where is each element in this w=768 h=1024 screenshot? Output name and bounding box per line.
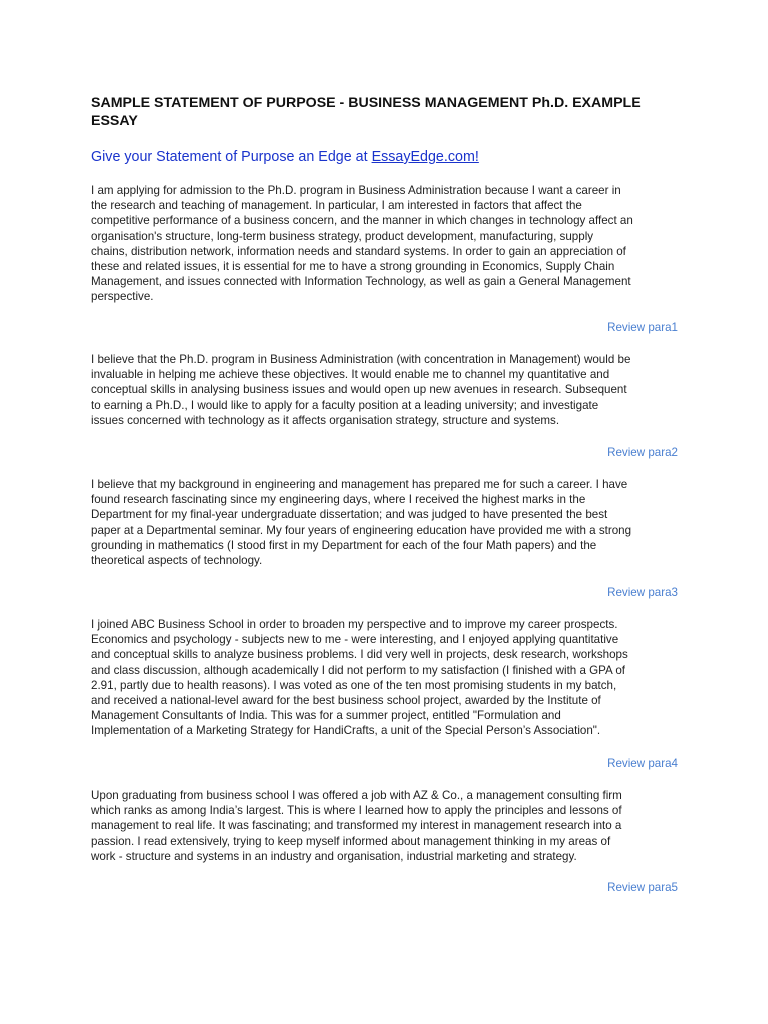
- paragraph-4: [91, 617, 685, 739]
- paragraph-line: and conceptual skills to analyze business problems. I did very well in projects, desk research, workshops: [91, 648, 628, 662]
- paragraph-line: these and related issues, it is essential for me to have a strong grounding in Economics, Supply Chain: [91, 260, 615, 274]
- paragraph-line: 2.91, partly due to health reasons). I was voted as one of the ten most promising students in my batch,: [91, 678, 617, 692]
- paragraph-1: [91, 183, 685, 305]
- paragraph-line: paper at a Departmental seminar. My four years of engineering education have provided me with a strong: [91, 523, 632, 537]
- paragraph-line: and class discussion, although academically I did not perform to my satisfaction (I finished with a GPA of: [91, 663, 626, 677]
- paragraph-line: the research and teaching of management. In particular, I am interested in factors that affect the: [91, 199, 582, 213]
- paragraph-line: I believe that my background in engineering and management has prepared me for such a career. I have: [91, 478, 628, 491]
- paragraph-line: and received a national-level award for the best business school project, awarded by the Institute of: [91, 694, 601, 708]
- paragraph-3: [91, 477, 685, 568]
- paragraph-line: management to real life. It was fascinating; and transformed my interest in management research into a: [91, 819, 622, 833]
- paragraph-line: Implementation of a Marketing Strategy for HandiCrafts, a unit of the Special Person’s Association".: [91, 724, 601, 738]
- paragraph-line: which ranks as among India’s largest. This is where I learned how to apply the principles and lessons of: [91, 804, 622, 818]
- paragraph-line: Management, and issues connected with Information Technology, as well as gain a General Management: [91, 275, 631, 289]
- paragraph-line: found research fascinating since my engineering days, where I received the highest marks in the: [91, 493, 586, 507]
- review-para2-link[interactable]: Review para2: [607, 446, 678, 459]
- paragraph-line: conceptual skills in analysing business issues and would open up new avenues in research. Subsequent: [91, 383, 627, 397]
- paragraph-line: Management Consultants of India. This was for a summer project, entitled "Formulation and: [91, 709, 561, 723]
- essayedge-tagline: [91, 148, 479, 166]
- review-para4-link[interactable]: Review para4: [607, 757, 678, 770]
- paragraph-line: to earning a Ph.D., I would like to apply for a faculty position at a leading university; and investigate: [91, 398, 599, 412]
- paragraph-line: competitive performance of a business concern, and the manner in which changes in technology affect an: [91, 214, 633, 228]
- review-para5-link[interactable]: Review para5: [607, 881, 678, 894]
- paragraph-line: theoretical aspects of technology.: [91, 554, 263, 568]
- paragraph-line: Upon graduating from business school I was offered a job with AZ & Co., a management consulting firm: [91, 789, 622, 802]
- document-title: SAMPLE STATEMENT OF PURPOSE - BUSINESS MANAGEMENT Ph.D. EXAMPLE ESSAY: [91, 95, 641, 129]
- review-para1-link[interactable]: Review para1: [607, 321, 678, 334]
- review-para3-link[interactable]: Review para3: [607, 586, 678, 599]
- paragraph-line: perspective.: [91, 290, 154, 304]
- paragraph-2: [91, 352, 685, 428]
- paragraph-line: I believe that the Ph.D. program in Business Administration (with concentration in Management) would be: [91, 353, 631, 366]
- paragraph-line: I am applying for admission to the Ph.D. program in Business Administration because I want a career in: [91, 184, 621, 197]
- tagline-text: Give your Statement of Purpose an Edge at: [91, 149, 368, 165]
- paragraph-line: work - structure and systems in an industry and organisation, industrial marketing and strategy.: [91, 849, 577, 863]
- paragraph-5: [91, 788, 685, 864]
- paragraph-line: issues concerned with technology as it affects organisation strategy, structure and systems.: [91, 413, 560, 427]
- paragraph-line: grounding in mathematics (I stood first in my Department for each of the four Math papers) and the: [91, 538, 597, 552]
- paragraph-line: passion. I read extensively, trying to keep myself informed about management thinking in my areas of: [91, 834, 611, 848]
- paragraph-line: Department for my final-year undergraduate dissertation; and was judged to have presented the best: [91, 508, 608, 522]
- paragraph-line: Economics and psychology - subjects new to me - were interesting, and I enjoyed applying quantitative: [91, 633, 619, 647]
- paragraph-line: chains, distribution network, information needs and standard systems. In order to gain an appreciation of: [91, 244, 626, 258]
- paragraph-line: I joined ABC Business School in order to broaden my perspective and to improve my career prospects.: [91, 618, 618, 631]
- essayedge-link[interactable]: EssayEdge.com!: [371, 149, 479, 165]
- paragraph-line: invaluable in helping me achieve these objectives. It would enable me to channel my quantitative and: [91, 368, 610, 382]
- paragraph-line: organisation's structure, long-term business strategy, product development, manufacturing, supply: [91, 229, 594, 243]
